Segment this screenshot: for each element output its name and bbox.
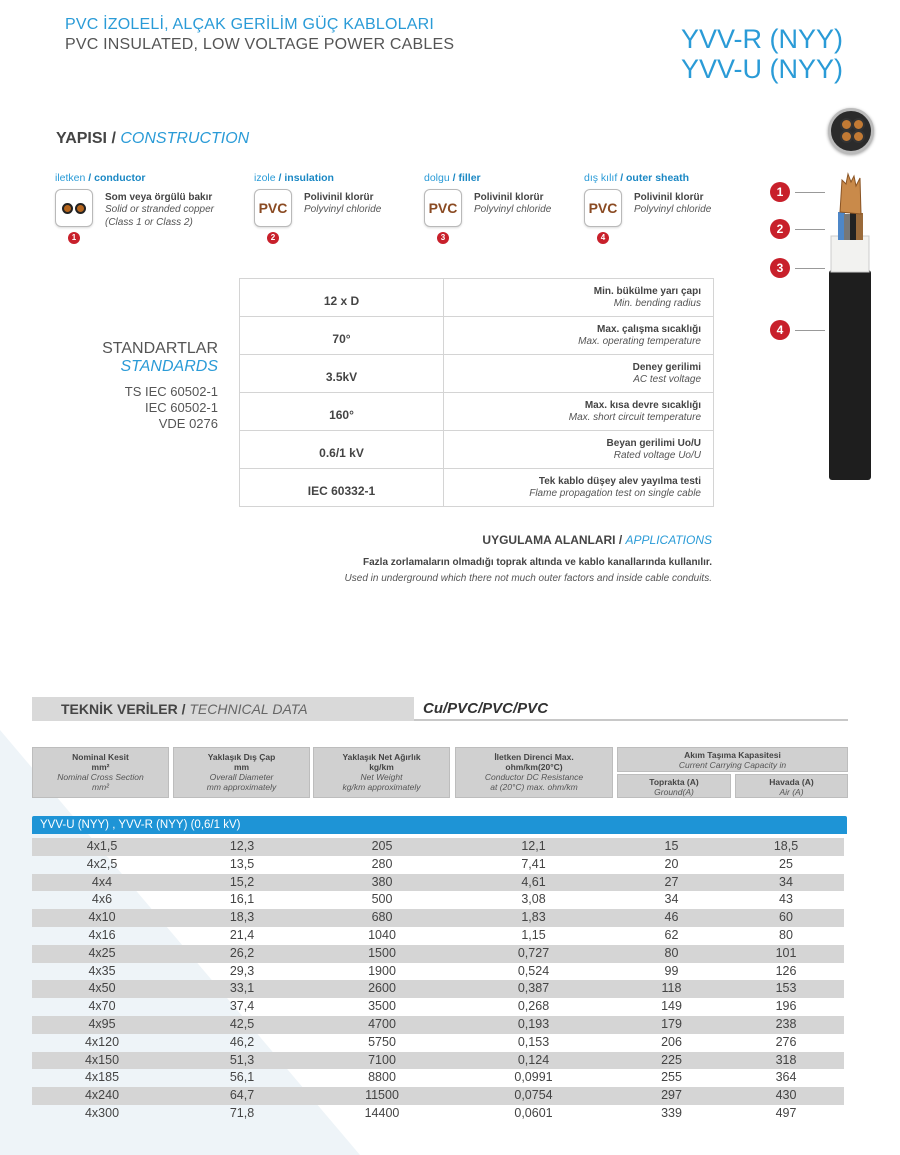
table-row — [32, 856, 844, 874]
property-value: 3.5kV — [240, 355, 444, 393]
property-row: 160° Max. kısa devre sıcaklığı Max. short circuit temperature — [240, 393, 714, 431]
cell-resistance: 12,1 — [521, 839, 546, 853]
table-row — [32, 998, 844, 1016]
cell-resistance: 0,193 — [517, 1016, 550, 1031]
component-number-badge: 4 — [597, 232, 609, 244]
component-caption: izole / insulation — [254, 172, 334, 184]
title-english: PVC INSULATED, LOW VOLTAGE POWER CABLES — [65, 36, 455, 53]
cell-ground: 27 — [664, 874, 679, 889]
cell-resistance: 0,0601 — [514, 1105, 553, 1120]
cell-weight: 1040 — [368, 927, 396, 942]
component-description: Polivinil klorür Polyvinyl chloride — [304, 192, 382, 215]
cell-diameter: 33,1 — [229, 981, 255, 996]
pvc-icon: PVC — [424, 189, 462, 227]
cell-diameter: 15,2 — [229, 874, 255, 889]
material-code: Cu/PVC/PVC/PVC — [423, 700, 549, 717]
callout-3: 3 — [770, 258, 790, 278]
property-row: 3.5kV Deney gerilimi AC test voltage — [240, 355, 714, 393]
cell-air: 34 — [779, 874, 793, 889]
cell-resistance: 0,0991 — [514, 1070, 553, 1085]
cell-ground: 99 — [664, 963, 679, 978]
table-row — [32, 1087, 844, 1105]
cell-section: 4x6 — [91, 892, 113, 907]
cell-resistance: 0,524 — [517, 963, 550, 978]
table-row — [32, 963, 844, 981]
component-number-badge: 3 — [437, 232, 449, 244]
table-row — [32, 838, 844, 856]
cell-diameter: 56,1 — [229, 1070, 255, 1085]
property-row: 0.6/1 kV Beyan gerilimi Uo/U Rated voltage Uo/U — [240, 431, 714, 469]
pvc-icon: PVC — [254, 189, 292, 227]
property-row: 12 x D Min. bükülme yarı çapı Min. bending radius — [240, 279, 714, 317]
table-row — [32, 1105, 844, 1123]
applications-title: UYGULAMA ALANLARI / APPLICATIONS — [482, 533, 712, 547]
cell-weight: 8800 — [368, 1070, 396, 1085]
cell-weight: 280 — [371, 856, 393, 871]
cell-ground: 179 — [661, 1016, 682, 1031]
cell-resistance: 4,61 — [521, 874, 546, 889]
table-row — [32, 927, 844, 945]
table-row — [32, 1034, 844, 1052]
cell-section: 4x300 — [84, 1105, 120, 1120]
model-name-u: YVV-U (NYY) — [680, 54, 843, 84]
applications-text-tr: Fazla zorlamaların olmadığı toprak altında ve kablo kanallarında kullanılır. — [363, 557, 712, 568]
cell-diameter: 16,1 — [229, 892, 255, 907]
cell-weight: 4700 — [368, 1016, 396, 1031]
standard-item: VDE 0276 — [158, 416, 218, 431]
cell-resistance: 0,153 — [517, 1034, 550, 1049]
standard-item: TS IEC 60502-1 — [124, 384, 218, 399]
property-row: 70° Max. çalışma sıcaklığı Max. operating temperature — [240, 317, 714, 355]
cell-ground: 20 — [664, 856, 679, 871]
cell-section: 4x16 — [88, 927, 116, 942]
table-row — [32, 1069, 844, 1087]
cell-section: 4x240 — [84, 1088, 120, 1103]
component-conductor — [55, 172, 214, 242]
component-caption: dolgu / filler — [424, 172, 481, 184]
cell-diameter: 46,2 — [229, 1034, 255, 1049]
standards-title-en: STANDARDS — [120, 358, 218, 375]
technical-title-en: TECHNICAL DATA — [189, 701, 308, 717]
cell-weight: 500 — [371, 892, 393, 907]
table-row — [32, 909, 844, 927]
table-row — [32, 980, 844, 998]
cell-weight: 5750 — [368, 1034, 396, 1049]
cell-section: 4x50 — [88, 981, 116, 996]
cell-diameter: 26,2 — [229, 945, 255, 960]
cell-air: 153 — [775, 981, 797, 996]
cell-section: 4x25 — [88, 945, 116, 960]
table-row — [32, 1016, 844, 1034]
cell-section: 4x150 — [84, 1052, 120, 1067]
property-value: 160° — [240, 393, 444, 431]
cell-ground: 297 — [661, 1088, 682, 1103]
cell-air: 18,5 — [773, 839, 799, 853]
cell-ground: 339 — [661, 1105, 682, 1120]
cell-air: 43 — [779, 892, 793, 907]
cell-weight: 1900 — [368, 963, 396, 978]
construction-title-tr: YAPISI / — [56, 130, 116, 147]
cell-air: 25 — [779, 856, 793, 871]
property-value: 70° — [240, 317, 444, 355]
cell-weight: 1500 — [368, 945, 396, 960]
table-row — [32, 1052, 844, 1070]
cell-ground: 34 — [664, 892, 679, 907]
component-description: Polivinil klorür Polyvinyl chloride — [474, 192, 552, 215]
cell-section: 4x95 — [88, 1016, 116, 1031]
cell-ground: 62 — [664, 927, 679, 942]
cell-resistance: 0,268 — [517, 999, 550, 1014]
technical-data-header — [32, 697, 848, 721]
cell-air: 60 — [779, 910, 793, 925]
cell-weight: 2600 — [368, 981, 396, 996]
cell-diameter: 42,5 — [229, 1016, 255, 1031]
pvc-icon: PVC — [584, 189, 622, 227]
callout-2: 2 — [770, 219, 790, 239]
component-outer-sheath — [584, 172, 712, 242]
cell-weight: 680 — [371, 910, 393, 925]
cell-air: 497 — [775, 1105, 797, 1120]
standards-title-tr: STANDARTLAR — [102, 340, 218, 357]
header-weight: Yaklaşık Net Ağırlık kg/km Net Weight kg/km approximately — [313, 747, 450, 798]
technical-title-tr: TEKNİK VERİLER / — [61, 701, 186, 717]
cell-resistance: 0,727 — [517, 945, 550, 960]
component-caption: iletken / conductor — [55, 172, 146, 184]
callout-4: 4 — [770, 320, 790, 340]
cell-section: 4x185 — [84, 1070, 120, 1085]
cell-section: 4x4 — [91, 874, 113, 889]
cell-weight: 3500 — [368, 999, 396, 1014]
cell-diameter: 71,8 — [229, 1105, 255, 1120]
property-value: 12 x D — [240, 279, 444, 317]
cell-section: 4x1,5 — [86, 839, 118, 853]
cell-section: 4x2,5 — [86, 856, 118, 871]
header-air: Havada (A) Air (A) — [735, 774, 848, 798]
technical-table-body — [32, 838, 844, 1123]
cell-section: 4x10 — [88, 910, 116, 925]
cell-ground: 46 — [664, 910, 679, 925]
cell-air: 101 — [775, 945, 797, 960]
component-caption: dış kılıf / outer sheath — [584, 172, 690, 184]
component-insulation — [254, 172, 382, 242]
cable-illustration — [820, 170, 880, 485]
property-value: IEC 60332-1 — [240, 469, 444, 507]
cell-diameter: 64,7 — [229, 1088, 255, 1103]
cell-ground: 149 — [661, 999, 682, 1014]
header-diameter: Yaklaşık Dış Çap mm Overall Diameter mm approximately — [173, 747, 310, 798]
component-description: Som veya örgülü bakır Solid or stranded copper (Class 1 or Class 2) — [105, 192, 214, 228]
cell-ground: 80 — [664, 945, 679, 960]
model-name-r: YVV-R (NYY) — [680, 24, 843, 54]
cell-diameter: 37,4 — [229, 999, 255, 1014]
cell-air: 80 — [779, 927, 793, 942]
callout-1: 1 — [770, 182, 790, 202]
table-row — [32, 945, 844, 963]
cell-air: 364 — [775, 1070, 797, 1085]
cell-section: 4x120 — [84, 1034, 120, 1049]
cell-ground: 206 — [661, 1034, 682, 1049]
table-row — [32, 874, 844, 892]
cell-air: 196 — [775, 999, 797, 1014]
applications-text-en: Used in underground which there not much outer factors and inside cable conduits. — [344, 573, 712, 584]
header-capacity: Akım Taşıma Kapasitesi Current Carrying Capacity in — [617, 747, 848, 772]
cell-ground: 255 — [661, 1070, 682, 1085]
cell-diameter: 13,5 — [229, 856, 255, 871]
cell-diameter: 12,3 — [229, 839, 255, 853]
component-filler — [424, 172, 552, 242]
title-turkish: PVC İZOLELİ, ALÇAK GERİLİM GÜÇ KABLOLARI — [65, 16, 435, 33]
cell-weight: 380 — [371, 874, 393, 889]
cell-ground: 15 — [664, 839, 679, 853]
cell-resistance: 0,387 — [517, 981, 550, 996]
cell-resistance: 1,83 — [521, 910, 546, 925]
cell-section: 4x70 — [88, 999, 116, 1014]
cell-resistance: 0,124 — [517, 1052, 550, 1067]
cell-diameter: 18,3 — [229, 910, 255, 925]
cell-diameter: 29,3 — [229, 963, 255, 978]
construction-title-en: CONSTRUCTION — [120, 130, 250, 147]
cell-weight: 205 — [371, 839, 393, 853]
cell-weight: 14400 — [364, 1105, 400, 1120]
cell-weight: 7100 — [368, 1052, 396, 1067]
cell-air: 430 — [775, 1088, 797, 1103]
cell-air: 126 — [775, 963, 797, 978]
cell-resistance: 3,08 — [521, 892, 546, 907]
cell-resistance: 7,41 — [521, 856, 546, 871]
header-resistance: İletken Direnci Max. ohm/km(20°C) Conductor DC Resistance at (20°C) max. ohm/km — [455, 747, 613, 798]
cell-resistance: 0,0754 — [514, 1088, 553, 1103]
component-number-badge: 1 — [68, 232, 80, 244]
properties-table — [239, 278, 714, 507]
component-number-badge: 2 — [267, 232, 279, 244]
conductor-icon — [55, 189, 93, 227]
standards-block — [60, 340, 218, 432]
cell-air: 276 — [775, 1034, 797, 1049]
property-row: IEC 60332-1 Tek kablo düşey alev yayılma testi Flame propagation test on single cable — [240, 469, 714, 507]
table-row — [32, 891, 844, 909]
header-section: Nominal Kesit mm² Nominal Cross Section mm² — [32, 747, 169, 798]
cell-air: 318 — [775, 1052, 797, 1067]
table-group-label: YVV-U (NYY) , YVV-R (NYY) (0,6/1 kV) — [32, 816, 847, 834]
cell-weight: 11500 — [365, 1088, 399, 1103]
cable-cross-section-icon — [828, 108, 874, 154]
cell-section: 4x35 — [88, 963, 116, 978]
cell-resistance: 1,15 — [521, 927, 546, 942]
cell-diameter: 21,4 — [229, 927, 255, 942]
cell-ground: 225 — [661, 1052, 682, 1067]
cell-ground: 118 — [661, 981, 682, 996]
property-value: 0.6/1 kV — [240, 431, 444, 469]
cell-diameter: 51,3 — [229, 1052, 255, 1067]
standard-item: IEC 60502-1 — [145, 400, 218, 415]
cell-air: 238 — [775, 1016, 797, 1031]
header-ground: Toprakta (A) Ground(A) — [617, 774, 731, 798]
component-description: Polivinil klorür Polyvinyl chloride — [634, 192, 712, 215]
construction-title — [56, 130, 249, 148]
